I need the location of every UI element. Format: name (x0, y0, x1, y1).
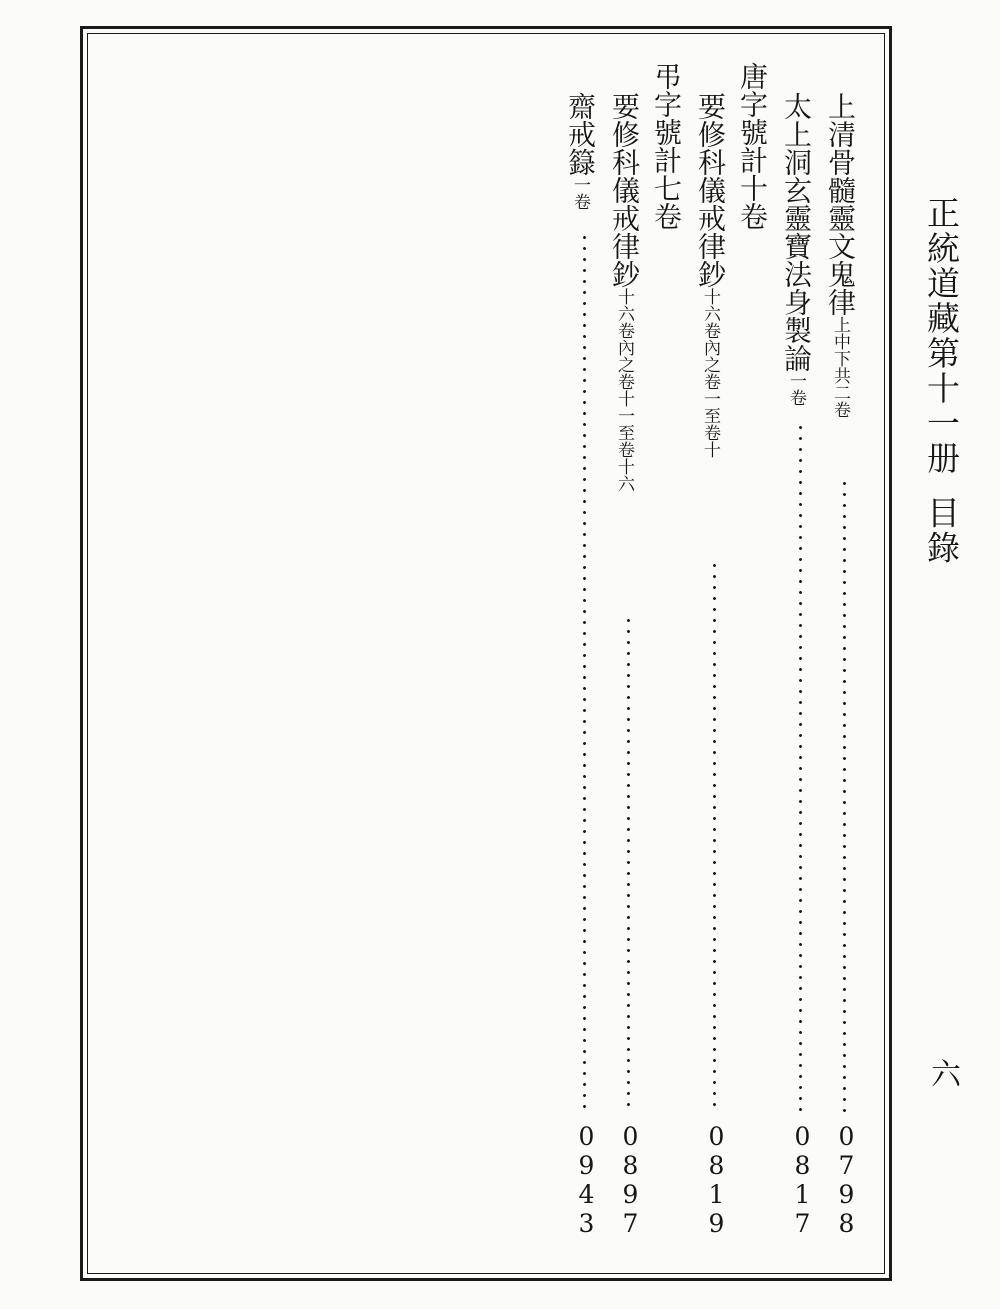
toc-entry-title[interactable] (824, 92, 857, 418)
entry-note: 十六卷內之卷十一至卷十六 (614, 288, 634, 492)
page-number[interactable]: 0798 (832, 1122, 861, 1238)
dot-leader (799, 422, 802, 1114)
toc-entry-title[interactable] (608, 92, 641, 492)
running-header (918, 196, 965, 566)
entry-note: 十六卷內之卷一至卷十 (700, 288, 720, 458)
page-number[interactable]: 0943 (572, 1122, 601, 1238)
entry-title-text: 要修科儀戒律鈔 (694, 92, 727, 288)
volume-title: 正統道藏第十一册 (922, 196, 961, 476)
toc-entry-title[interactable] (780, 92, 813, 406)
section-heading: 唐字號計十卷 (736, 62, 769, 230)
entry-note: 一卷 (570, 176, 590, 210)
dot-leader (627, 615, 630, 1114)
toc-entry-title[interactable] (564, 92, 597, 210)
dot-leader (583, 232, 586, 1114)
page-number[interactable]: 0897 (616, 1122, 645, 1238)
entry-title-text: 要修科儀戒律鈔 (608, 92, 641, 288)
page-number[interactable]: 0817 (788, 1122, 817, 1238)
page-number[interactable]: 0819 (702, 1122, 731, 1238)
entry-note: 一卷 (786, 372, 806, 406)
entry-title-text: 齋戒籙 (564, 92, 597, 176)
section-heading: 弔字號計七卷 (650, 62, 683, 230)
entry-title-text: 上清骨髓靈文鬼律 (824, 92, 857, 316)
dot-leader (843, 478, 846, 1115)
entry-note: 上中下共二卷 (830, 316, 850, 418)
toc-entry-title[interactable] (694, 92, 727, 458)
folio-number: 六 (925, 1058, 960, 1088)
dot-leader (713, 560, 716, 1114)
entry-title-text: 太上洞玄靈寶法身製論 (780, 92, 813, 372)
section-title: 目錄 (922, 495, 961, 566)
